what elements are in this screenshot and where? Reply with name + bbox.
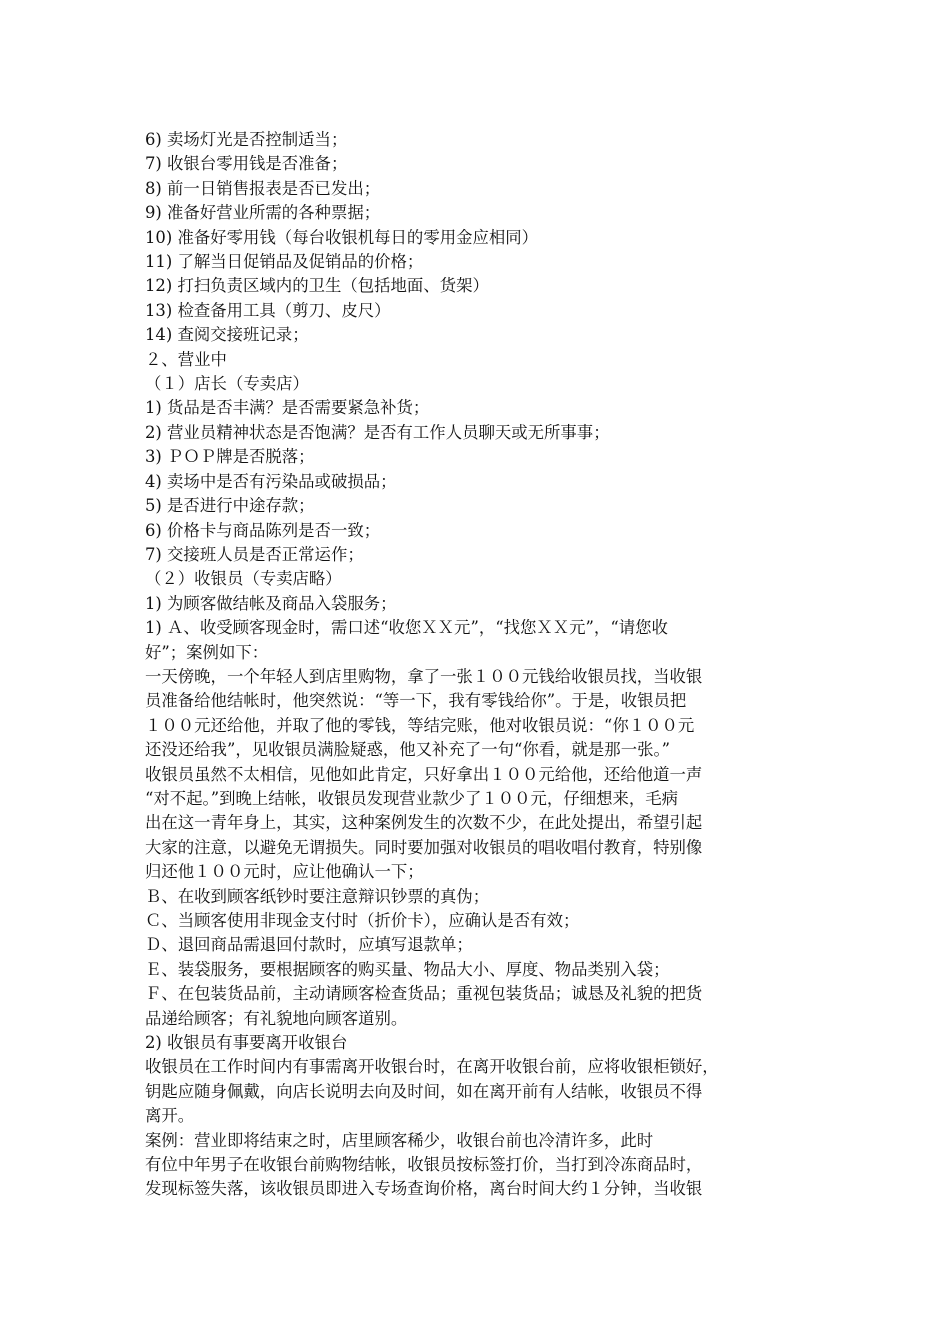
text-line: 1) 货品是否丰满？是否需要紧急补货； bbox=[145, 398, 430, 418]
text-line: Ｆ、在包装货品前，主动请顾客检查货品；重视包装货品；诚恳及礼貌的把货 bbox=[145, 984, 703, 1004]
text-line: 13) 检查备用工具（剪刀、皮尺） bbox=[145, 300, 391, 320]
text-line: Ｂ、在收到顾客纸钞时要注意辩识钞票的真伪； bbox=[145, 886, 490, 906]
text-line: 离开。 bbox=[145, 1106, 195, 1126]
text-line: 收银员在工作时间内有事需离开收银台时，在离开收银台前，应将收银柜锁好， bbox=[145, 1057, 719, 1077]
text-line: 6) 价格卡与商品陈列是否一致； bbox=[145, 520, 381, 540]
text-line: 员准备给他结帐时，他突然说：“等一下，我有零钱给你”。于是，收银员把 bbox=[145, 691, 687, 711]
text-line: 收银员虽然不太相信，见他如此肯定，只好拿出１００元给他，还给他道一声 bbox=[145, 764, 703, 784]
text-line: 2) 营业员精神状态是否饱满？是否有工作人员聊天或无所事事； bbox=[145, 422, 610, 442]
section-heading: ２、营业中 bbox=[145, 349, 227, 369]
text-line: １００元还给他，并取了他的零钱，等结完账，他对收银员说：“你１００元 bbox=[145, 715, 695, 735]
text-line: 发现标签失落，该收银员即进入专场查询价格，离台时间大约１分钟，当收银 bbox=[145, 1179, 703, 1199]
text-line: 6) 卖场灯光是否控制适当； bbox=[145, 130, 348, 149]
text-line: 10) 准备好零用钱（每台收银机每日的零用金应相同） bbox=[145, 227, 539, 247]
text-line: 出在这一青年身上，其实，这种案例发生的次数不少，在此处提出，希望引起 bbox=[145, 813, 703, 833]
text-line: 钥匙应随身佩戴，向店长说明去向及时间，如在离开前有人结帐，收银员不得 bbox=[145, 1081, 703, 1101]
text-line: 8) 前一日销售报表是否已发出； bbox=[145, 178, 381, 198]
text-line: 3) ＰＯＰ牌是否脱落； bbox=[145, 447, 315, 467]
text-line: 7) 收银台零用钱是否准备； bbox=[145, 154, 348, 174]
text-line: 好”；案例如下： bbox=[145, 642, 269, 662]
subsection-heading: （２）收银员（专卖店略） bbox=[145, 569, 342, 589]
text-line: 案例：营业即将结束之时，店里顾客稀少，收银台前也冷清许多，此时 bbox=[145, 1130, 654, 1150]
text-line: 1) 为顾客做结帐及商品入袋服务； bbox=[145, 593, 397, 613]
text-line: Ｅ、装袋服务，要根据顾客的购买量、物品大小、厚度、物品类别入袋； bbox=[145, 959, 670, 979]
text-line: 4) 卖场中是否有污染品或破损品； bbox=[145, 471, 397, 491]
text-line: 品递给顾客；有礼貌地向顾客道别。 bbox=[145, 1008, 408, 1028]
text-line: 归还他１００元时，应让他确认一下； bbox=[145, 862, 424, 882]
text-line: 大家的注意，以避免无谓损失。同时要加强对收银员的唱收唱付教育，特别像 bbox=[145, 837, 703, 857]
text-line: Ｃ、当顾客使用非现金支付时（折价卡），应确认是否有效； bbox=[145, 911, 580, 930]
text-line: 11) 了解当日促销品及促销品的价格； bbox=[145, 252, 424, 272]
text-line: “对不起。”到晚上结帐，收银员发现营业款少了１００元，仔细想来，毛病 bbox=[145, 788, 679, 808]
text-line: 5) 是否进行中途存款； bbox=[145, 496, 315, 516]
text-line: 9) 准备好营业所需的各种票据； bbox=[145, 203, 381, 223]
text-line: Ｄ、退回商品需退回付款时，应填写退款单； bbox=[145, 935, 473, 955]
text-line: 有位中年男子在收银台前购物结帐，收银员按标签打价，当打到冷冻商品时， bbox=[145, 1155, 703, 1175]
text-line: 14) 查阅交接班记录； bbox=[145, 325, 309, 345]
text-line: 2) 收银员有事要离开收银台 bbox=[145, 1033, 348, 1053]
text-line: 还没还给我”，见收银员满脸疑惑，他又补充了一句“你看，就是那一张。” bbox=[145, 740, 671, 760]
subsection-heading: （１）店长（专卖店） bbox=[145, 374, 309, 394]
document-body bbox=[145, 128, 825, 1202]
text-line: 7) 交接班人员是否正常运作； bbox=[145, 544, 364, 564]
text-line: 12) 打扫负责区域内的卫生（包括地面、货架） bbox=[145, 276, 489, 296]
text-line: 一天傍晚，一个年轻人到店里购物，拿了一张１００元钱给收银员找，当收银 bbox=[145, 666, 703, 686]
text-line: 1) Ａ、收受顾客现金时，需口述“收您ＸＸ元”，“找您ＸＸ元”，“请您收 bbox=[145, 618, 668, 638]
